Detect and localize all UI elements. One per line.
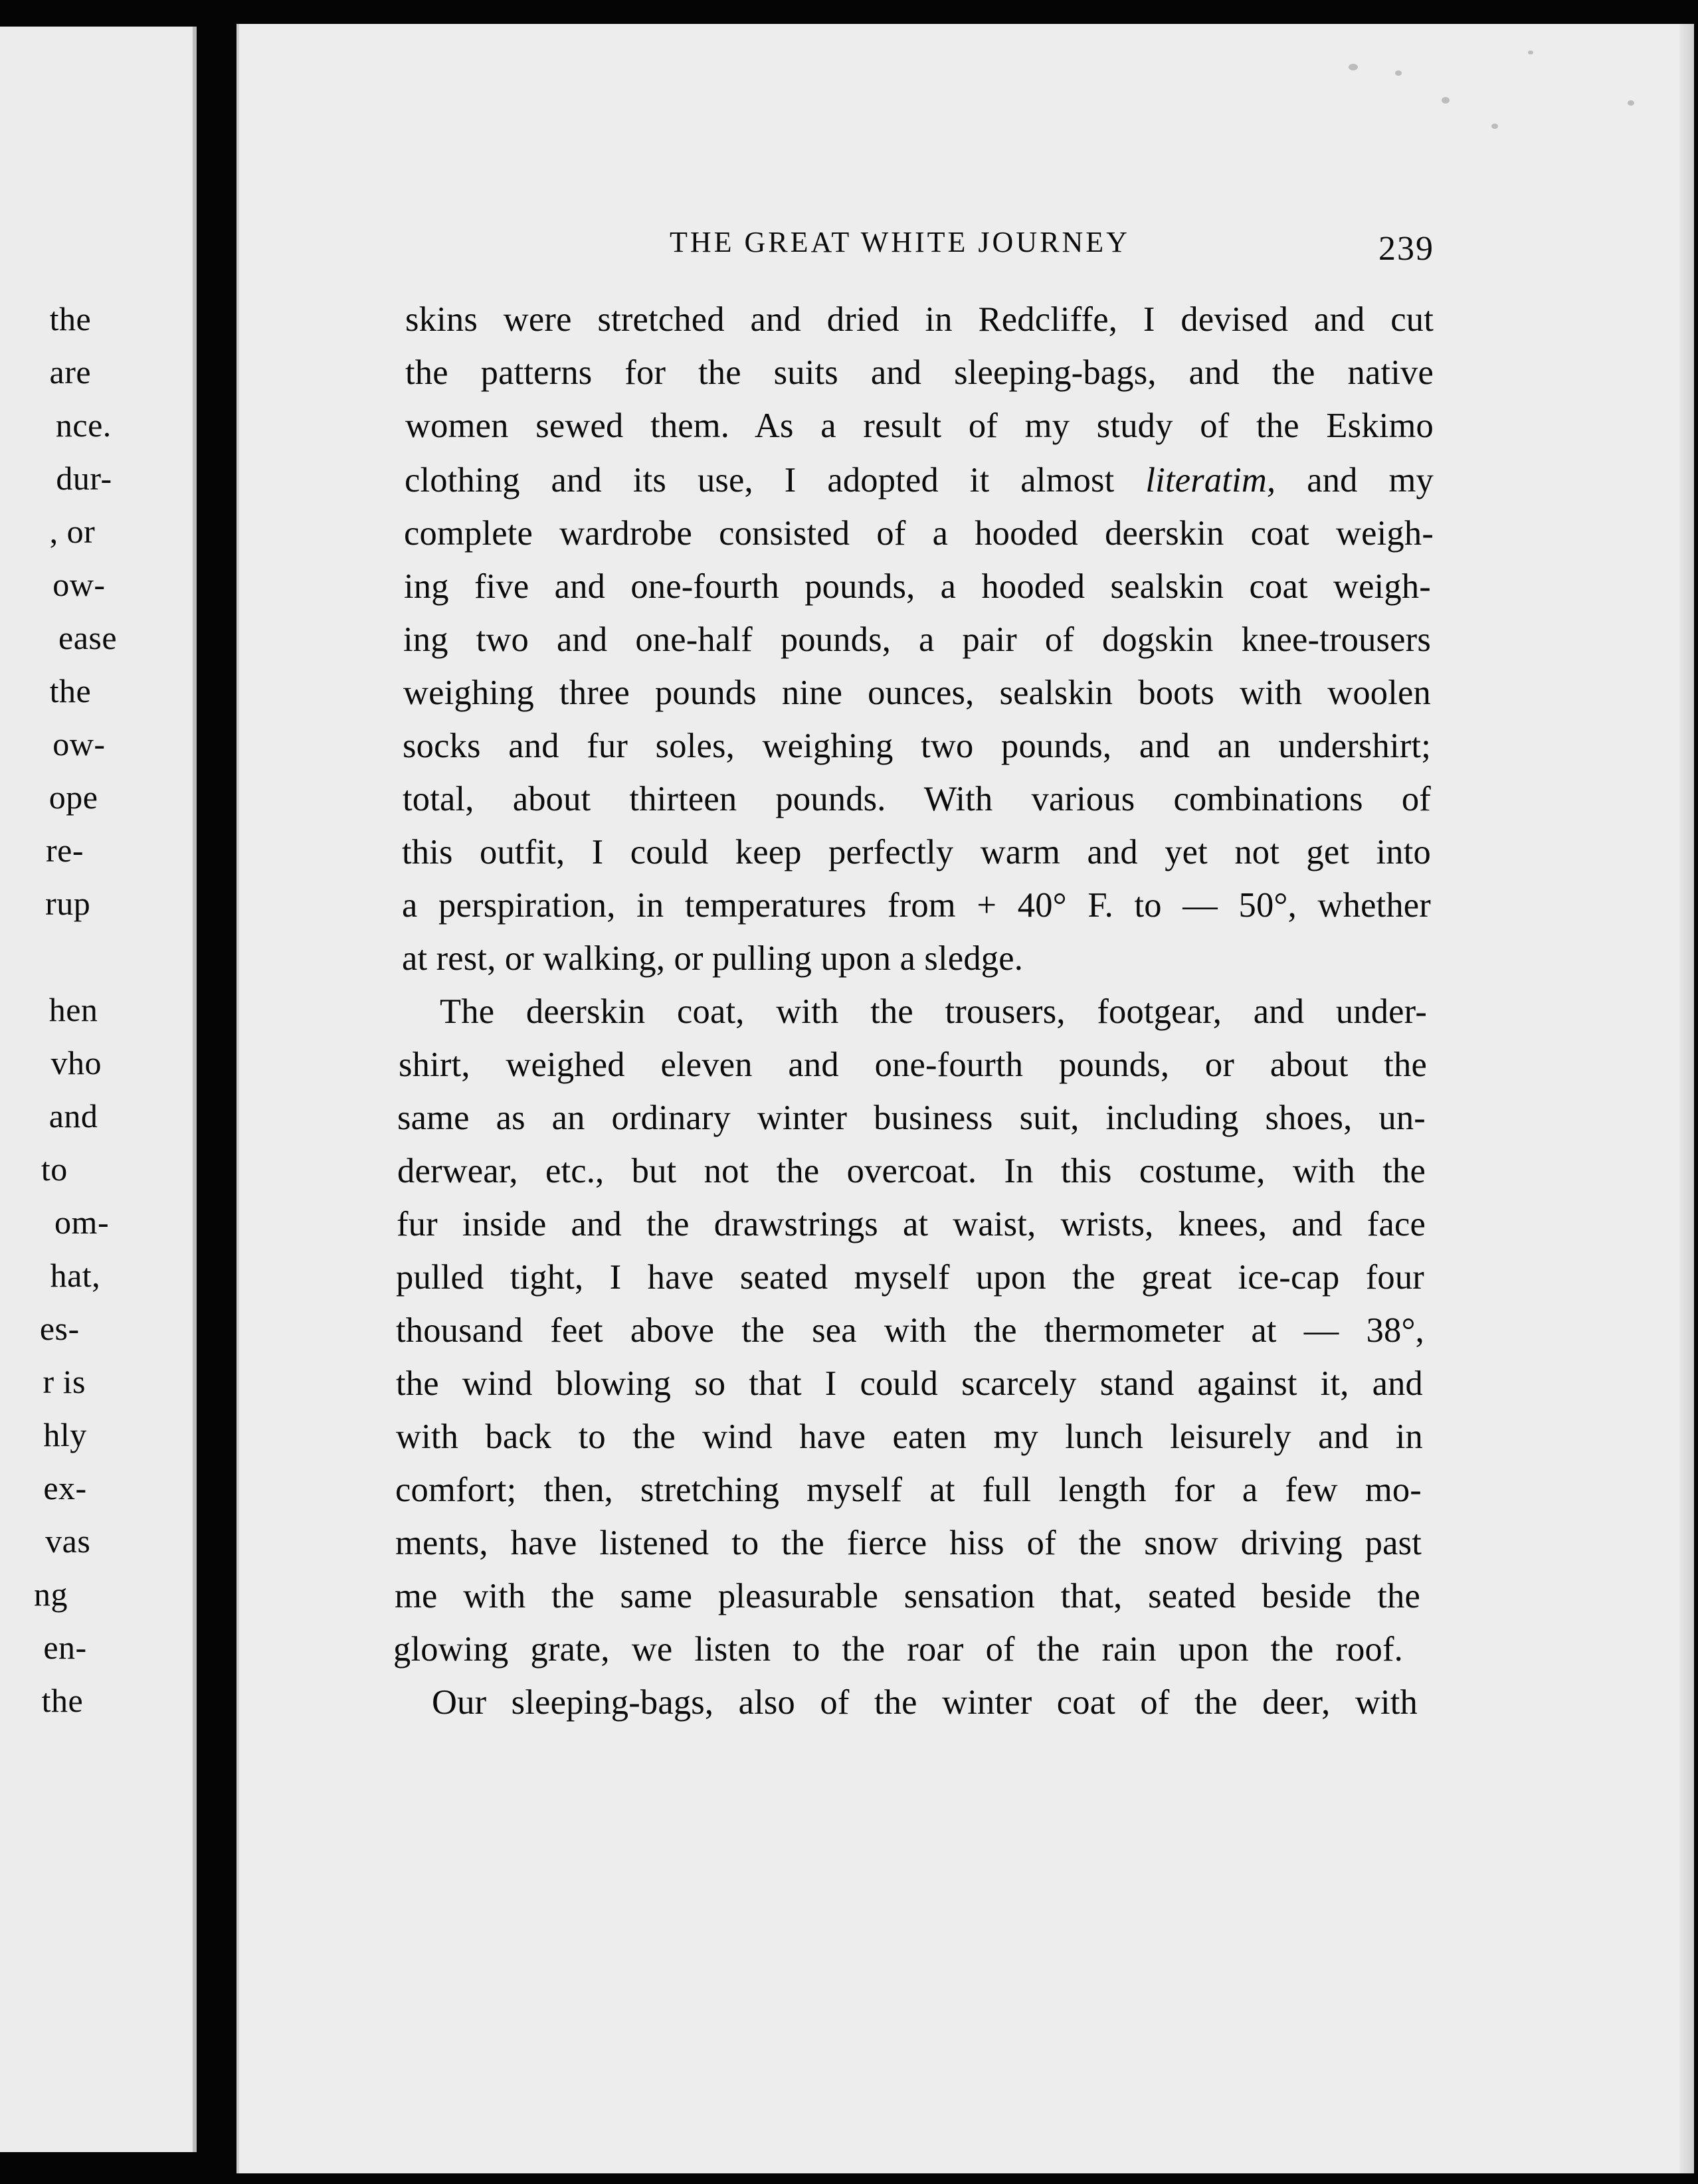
left-page-line: vho — [50, 1044, 102, 1081]
text-line: ing five and one-fourth pounds, a hooded sealskin coat weigh- — [404, 567, 1431, 606]
text-line: socks and fur soles, weighing two pounds, and an undershirt; — [403, 727, 1431, 765]
left-page-line: hly — [43, 1416, 87, 1453]
left-page-line: en- — [43, 1629, 87, 1666]
italic-word: literatim, — [1145, 461, 1276, 500]
paper-speck — [1395, 70, 1402, 76]
left-page-line: nce. — [55, 407, 112, 444]
paper-speck — [1528, 50, 1533, 54]
text-line: thousand feet above the sea with the thermometer at — 38°, — [396, 1311, 1424, 1350]
paper-speck — [1491, 124, 1498, 129]
text-line: derwear, etc., but not the overcoat. In this costume, with the — [397, 1152, 1426, 1190]
text-line: a perspiration, in temperatures from + 40° F. to — 50°, whether — [402, 886, 1431, 925]
text-line: The deerskin coat, with the trousers, footgear, and under- — [440, 992, 1427, 1031]
paper-speck — [1349, 64, 1358, 70]
text-line — [405, 463, 1434, 498]
left-page-line: dur- — [56, 460, 112, 497]
left-page-line: the — [49, 672, 92, 709]
text-line: glowing grate, we listen to the roar of the rain upon the roof. — [393, 1630, 1403, 1669]
text-line: women sewed them. As a result of my study of the Eskimo — [405, 407, 1434, 445]
left-facing-page — [0, 27, 197, 2152]
left-page-line: om- — [54, 1204, 110, 1241]
left-page-line: ease — [58, 619, 118, 656]
left-page-line: hen — [48, 991, 98, 1028]
left-page-line: the — [41, 1682, 84, 1719]
left-page-line: and — [48, 1097, 98, 1135]
running-head: THE GREAT WHITE JOURNEY — [670, 226, 1130, 258]
page-number: 239 — [1378, 230, 1434, 268]
left-page-line: ope — [48, 778, 98, 816]
text-line: at rest, or walking, or pulling upon a sledge. — [402, 939, 1024, 978]
text-line: comfort; then, stretching myself at full length for a few mo- — [395, 1471, 1422, 1509]
text-line: me with the same pleasurable sensation that, seated beside the — [395, 1577, 1420, 1615]
left-page-line: ex- — [43, 1469, 87, 1506]
left-page-line: es- — [39, 1310, 80, 1347]
left-page-line: , or — [49, 513, 96, 550]
text-line: pulled tight, I have seated myself upon the great ice-cap four — [396, 1258, 1424, 1297]
text-line: same as an ordinary winter business suit, including shoes, un- — [397, 1099, 1426, 1137]
text-line: skins were stretched and dried in Redcliffe, I devised and cut — [405, 300, 1434, 339]
text-line: ments, have listened to the fierce hiss of the snow driving past — [395, 1524, 1422, 1562]
text-line-segment: clothing and its use, I adopted it almost — [405, 461, 1146, 500]
left-page-line: rup — [45, 885, 91, 922]
text-line: weighing three pounds nine ounces, sealskin boots with woolen — [403, 674, 1431, 712]
text-line: fur inside and the drawstrings at waist, wrists, knees, and face — [397, 1205, 1426, 1243]
text-line-segment: and my — [1275, 461, 1434, 500]
left-page-line: vas — [45, 1522, 91, 1560]
text-line: Our sleeping-bags, also of the winter coat of the deer, with — [432, 1683, 1418, 1722]
left-page-line: ow- — [52, 725, 106, 763]
paper-speck — [1628, 100, 1634, 106]
left-page-line: are — [49, 353, 92, 391]
left-page-line: ow- — [52, 566, 106, 603]
left-page-line: the — [49, 300, 92, 337]
text-line: ing two and one-half pounds, a pair of dogskin knee-trousers — [403, 620, 1431, 659]
left-page-line: hat, — [50, 1257, 101, 1294]
paper-speck — [1442, 97, 1450, 104]
text-line: shirt, weighed eleven and one-fourth pounds, or about the — [399, 1046, 1427, 1084]
text-line: the patterns for the suits and sleeping-bags, and the native — [405, 353, 1434, 392]
left-page-line: to — [41, 1150, 68, 1188]
text-line: this outfit, I could keep perfectly warm and yet not get into — [402, 833, 1431, 871]
text-line: with back to the wind have eaten my lunch leisurely and in — [396, 1417, 1423, 1456]
left-page-line: ng — [34, 1576, 68, 1613]
left-page-line: r is — [43, 1363, 86, 1400]
text-line: total, about thirteen pounds. With various combinations of — [403, 780, 1431, 818]
text-line: the wind blowing so that I could scarcely stand against it, and — [396, 1364, 1423, 1403]
text-line: complete wardrobe consisted of a hooded deerskin coat weigh- — [404, 514, 1434, 553]
left-page-line: re- — [46, 832, 84, 869]
